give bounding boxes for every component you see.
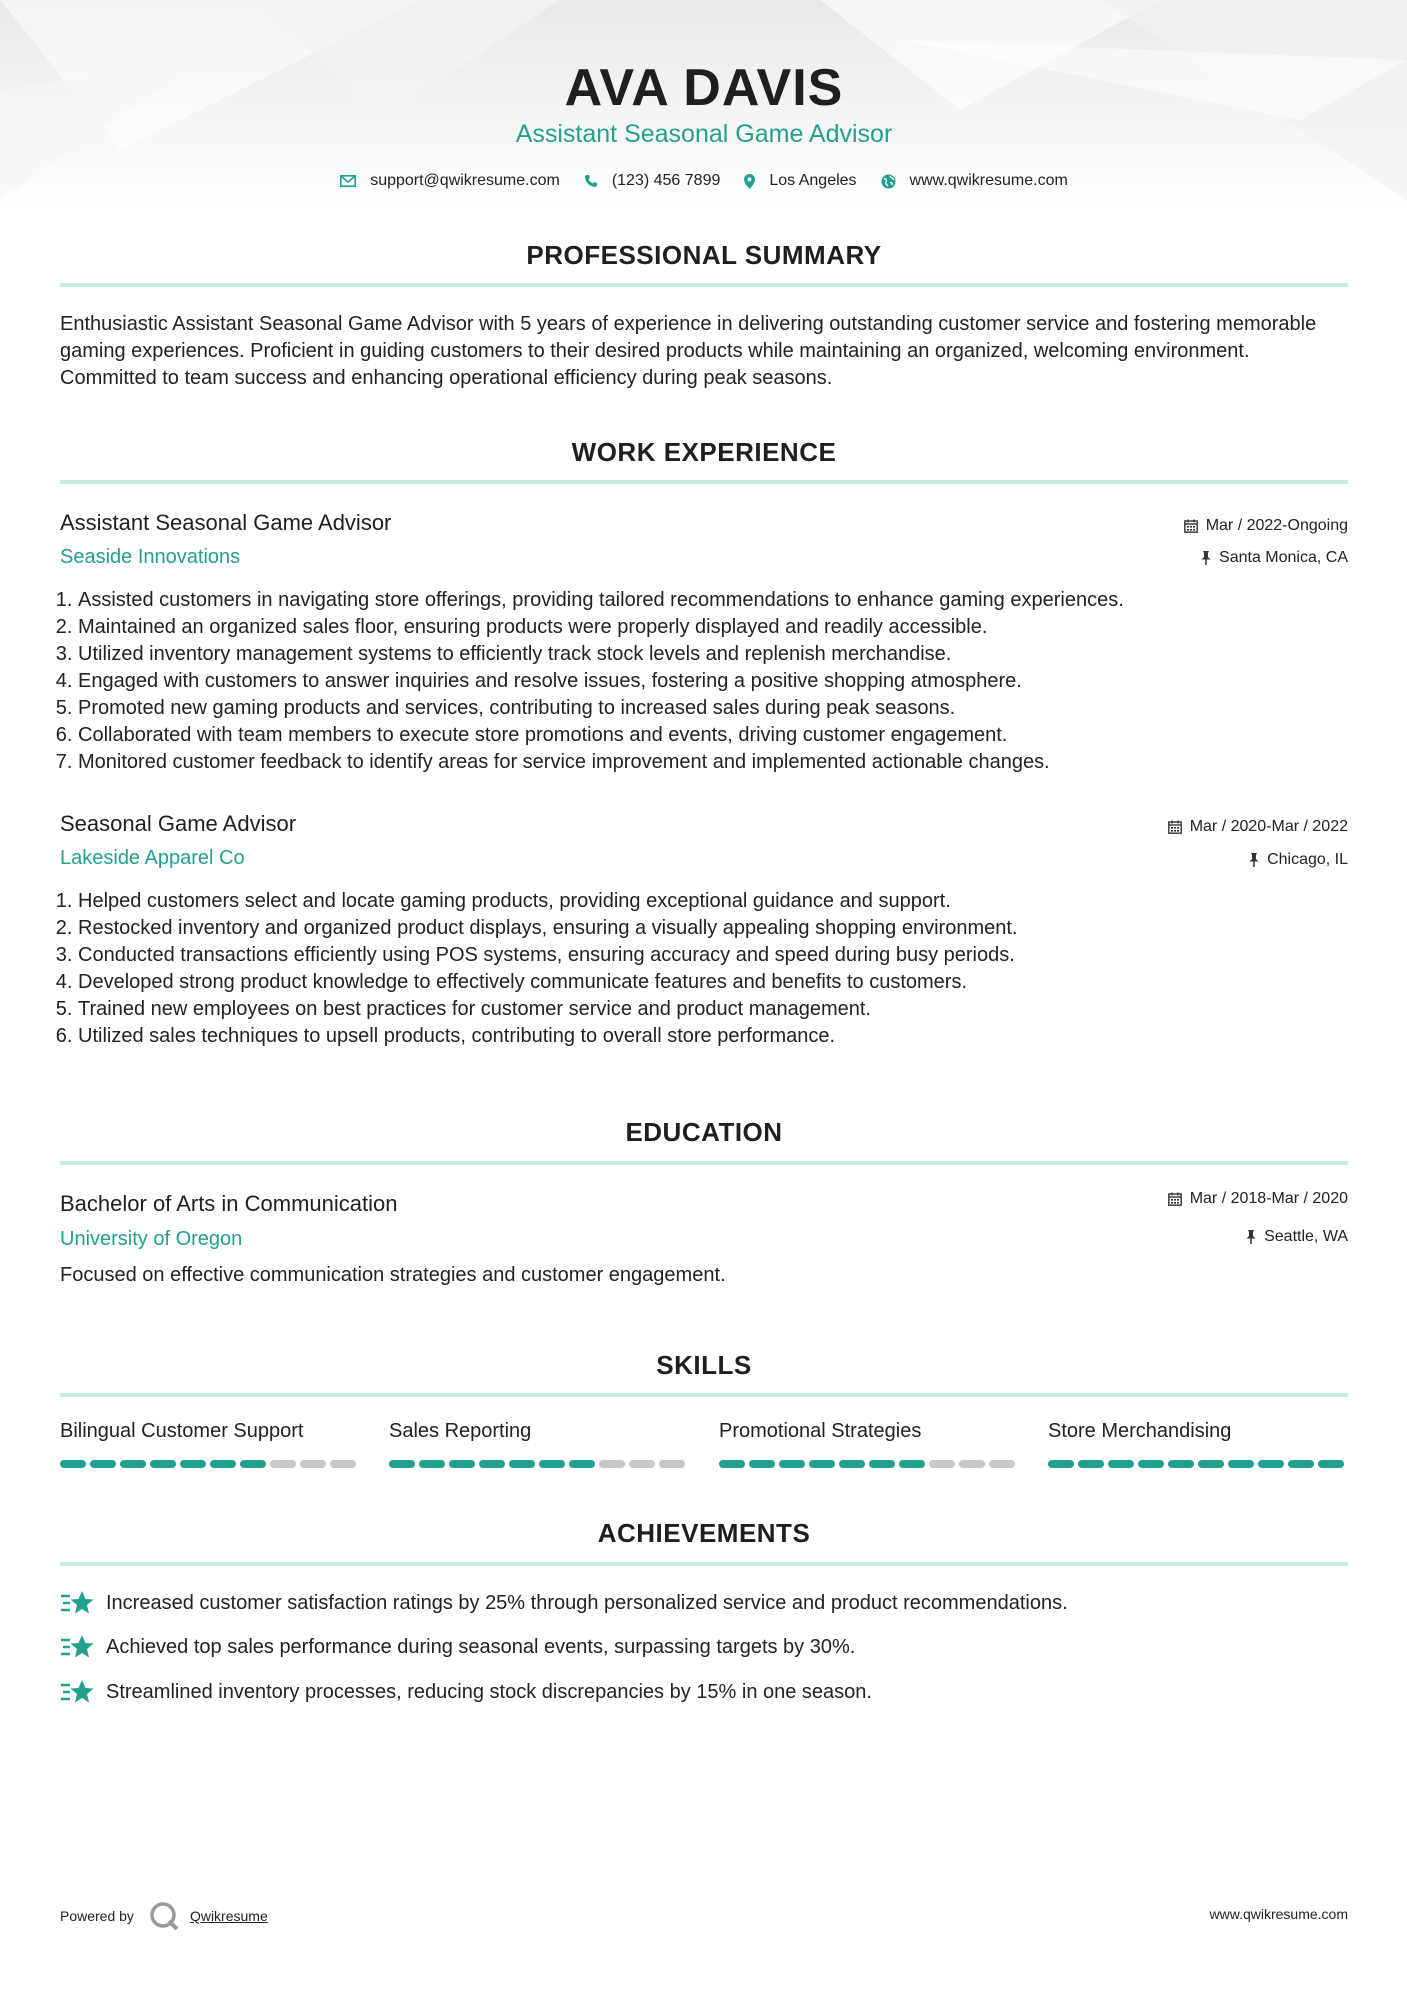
skill-level-segment — [539, 1460, 565, 1468]
skill-level-bar — [719, 1460, 1019, 1468]
skill-level-segment — [419, 1460, 445, 1468]
education-divider — [60, 1161, 1348, 1165]
achievement-text: Increased customer satisfaction ratings by 25% through personalized service and product recommendations. — [106, 1591, 1068, 1614]
skill-level-segment — [869, 1460, 895, 1468]
skill-level-segment — [1228, 1460, 1254, 1468]
job-bullets — [60, 888, 1348, 1050]
skill-level-segment — [1138, 1460, 1164, 1468]
skill-level-segment — [1258, 1460, 1284, 1468]
job-date-text: Mar / 2022-Ongoing — [1205, 517, 1348, 534]
summary-text: Enthusiastic Assistant Seasonal Game Advisor with 5 years of experience in delivering outstanding customer service and fostering memorable gaming experiences. Proficient in guiding customers to their desired products while maintaining an organized, welcoming environment. Committed to team success and enhancing operational efficiency during peak seasons. — [60, 313, 1317, 389]
skill-level-segment — [210, 1460, 236, 1468]
calendar-icon — [1168, 820, 1182, 834]
job-location — [1249, 851, 1348, 869]
star-badge-icon — [60, 1589, 94, 1617]
skill-level-segment — [90, 1460, 116, 1468]
skill-level-segment — [1288, 1460, 1314, 1468]
list-item: 6. Collaborated with team members to execute store promotions and events, driving customer engagement. — [78, 722, 1348, 749]
footer-website[interactable]: www.qwikresume.com — [1209, 1906, 1348, 1922]
skill-level-segment — [959, 1460, 985, 1468]
education-date — [1168, 1190, 1348, 1208]
education-date-text: Mar / 2018-Mar / 2020 — [1189, 1190, 1348, 1207]
skill-level-segment — [809, 1460, 835, 1468]
skill-level-segment — [749, 1460, 775, 1468]
list-item: 3. Utilized inventory management systems to efficiently track stock levels and replenish merchandise. — [78, 641, 1348, 668]
job-company: Lakeside Apparel Co — [60, 847, 245, 869]
job-date — [1168, 818, 1348, 836]
education-description: Focused on effective communication strategies and customer engagement. — [60, 1264, 726, 1286]
achievement-item — [60, 1678, 872, 1706]
phone-text: (123) 456 7899 — [611, 172, 721, 189]
achievement-item — [60, 1589, 1068, 1617]
job-date-text: Mar / 2020-Mar / 2022 — [1189, 818, 1348, 835]
skill-level-segment — [989, 1460, 1015, 1468]
skill-level-segment — [629, 1460, 655, 1468]
skill-level-segment — [779, 1460, 805, 1468]
job-date — [1184, 517, 1348, 535]
skill-level-segment — [1108, 1460, 1134, 1468]
experience-heading: WORK EXPERIENCE — [571, 437, 837, 467]
skill-name: Sales Reporting — [389, 1420, 532, 1442]
list-item: 4. Engaged with customers to answer inquiries and resolve issues, fostering a positive shopping atmosphere. — [78, 668, 1348, 695]
skill-level-segment — [449, 1460, 475, 1468]
skill-level-segment — [1198, 1460, 1224, 1468]
skill-name: Bilingual Customer Support — [60, 1420, 304, 1442]
skill-level-segment — [330, 1460, 356, 1468]
summary-divider — [60, 283, 1348, 287]
globe-icon — [881, 174, 896, 189]
skill-name: Promotional Strategies — [719, 1420, 922, 1442]
skill-level-segment — [659, 1460, 685, 1468]
education-location — [1246, 1228, 1348, 1246]
skill-level-segment — [479, 1460, 505, 1468]
skill-level-segment — [60, 1460, 86, 1468]
skill-item — [389, 1420, 689, 1468]
list-item: 3. Conducted transactions efficiently using POS systems, ensuring accuracy and speed during busy periods. — [78, 942, 1348, 969]
achievement-item — [60, 1633, 855, 1661]
skills-heading: SKILLS — [656, 1350, 752, 1380]
skill-level-segment — [1078, 1460, 1104, 1468]
skill-level-bar — [60, 1460, 360, 1468]
skill-name: Store Merchandising — [1048, 1420, 1232, 1442]
skill-level-segment — [569, 1460, 595, 1468]
skill-level-segment — [120, 1460, 146, 1468]
qwikresume-link[interactable]: Qwikresume — [189, 1908, 268, 1924]
list-item: 1. Assisted customers in navigating store offerings, providing tailored recommendations to enhance gaming experiences. — [78, 587, 1348, 614]
skill-item — [60, 1420, 360, 1468]
education-location-text: Seattle, WA — [1264, 1228, 1348, 1245]
skill-level-segment — [509, 1460, 535, 1468]
candidate-title: Assistant Seasonal Game Advisor — [515, 120, 893, 148]
website-text: www.qwikresume.com — [909, 172, 1068, 189]
list-item: 2. Maintained an organized sales floor, ensuring products were properly displayed and readily accessible. — [78, 614, 1348, 641]
list-item: 4. Developed strong product knowledge to effectively communicate features and benefits to customers. — [78, 969, 1348, 996]
location-text: Los Angeles — [769, 172, 857, 189]
contact-website[interactable] — [881, 172, 1068, 190]
skill-item — [1048, 1420, 1348, 1468]
skill-level-bar — [1048, 1460, 1348, 1468]
achievements-heading: ACHIEVEMENTS — [597, 1518, 811, 1548]
skill-level-segment — [1318, 1460, 1344, 1468]
email-icon — [340, 175, 356, 187]
achievement-text: Streamlined inventory processes, reducing stock discrepancies by 15% in one season. — [106, 1680, 872, 1703]
achievements-divider — [60, 1562, 1348, 1566]
list-item: 5. Trained new employees on best practices for customer service and product management. — [78, 996, 1348, 1023]
phone-icon — [584, 174, 598, 188]
skill-level-segment — [300, 1460, 326, 1468]
calendar-icon — [1184, 519, 1198, 533]
skill-level-segment — [929, 1460, 955, 1468]
contact-location — [744, 172, 856, 190]
job-location-text: Chicago, IL — [1267, 851, 1348, 868]
school-name: University of Oregon — [60, 1228, 243, 1250]
contact-email[interactable] — [340, 172, 560, 190]
contact-bar — [60, 172, 1348, 190]
skill-level-segment — [899, 1460, 925, 1468]
pin-icon — [1249, 853, 1259, 867]
skill-level-segment — [599, 1460, 625, 1468]
footer-powered-by — [60, 1900, 268, 1932]
powered-by-label: Powered by — [60, 1908, 134, 1924]
list-item: 1. Helped customers select and locate gaming products, providing exceptional guidance and support. — [78, 888, 1348, 915]
achievement-text: Achieved top sales performance during seasonal events, surpassing targets by 30%. — [106, 1635, 856, 1658]
job-location — [1201, 549, 1348, 567]
star-badge-icon — [60, 1678, 94, 1706]
skill-item — [719, 1420, 1019, 1468]
skill-level-segment — [240, 1460, 266, 1468]
job-title: Assistant Seasonal Game Advisor — [60, 510, 392, 535]
list-item: 6. Utilized sales techniques to upsell products, contributing to overall store performance. — [78, 1023, 1348, 1050]
skill-level-segment — [719, 1460, 745, 1468]
skill-level-segment — [150, 1460, 176, 1468]
star-badge-icon — [60, 1633, 94, 1661]
candidate-name: AVA DAVIS — [564, 59, 844, 117]
job-company: Seaside Innovations — [60, 546, 241, 568]
list-item: 5. Promoted new gaming products and services, contributing to increased sales during peak seasons. — [78, 695, 1348, 722]
skill-level-segment — [1048, 1460, 1074, 1468]
calendar-icon — [1168, 1192, 1182, 1206]
degree-title: Bachelor of Arts in Communication — [60, 1191, 398, 1216]
experience-divider — [60, 480, 1348, 484]
skill-level-segment — [270, 1460, 296, 1468]
pin-icon — [1246, 1230, 1256, 1244]
job-location-text: Santa Monica, CA — [1219, 549, 1348, 566]
skill-level-segment — [839, 1460, 865, 1468]
job-title: Seasonal Game Advisor — [60, 811, 297, 836]
list-item: 2. Restocked inventory and organized product displays, ensuring a visually appealing shopping environment. — [78, 915, 1348, 942]
skill-level-segment — [389, 1460, 415, 1468]
qwikresume-logo-icon — [148, 1900, 180, 1932]
summary-heading: PROFESSIONAL SUMMARY — [526, 240, 882, 270]
education-heading: EDUCATION — [625, 1117, 783, 1147]
skill-level-bar — [389, 1460, 689, 1468]
contact-phone[interactable] — [584, 172, 721, 190]
job-bullets — [60, 587, 1348, 776]
skills-divider — [60, 1393, 1348, 1397]
skill-level-segment — [1168, 1460, 1194, 1468]
pin-icon — [1201, 551, 1211, 565]
email-text: support@qwikresume.com — [370, 172, 560, 189]
map-marker-icon — [744, 174, 755, 189]
skill-level-segment — [180, 1460, 206, 1468]
list-item: 7. Monitored customer feedback to identify areas for service improvement and implemented actionable changes. — [78, 749, 1348, 776]
